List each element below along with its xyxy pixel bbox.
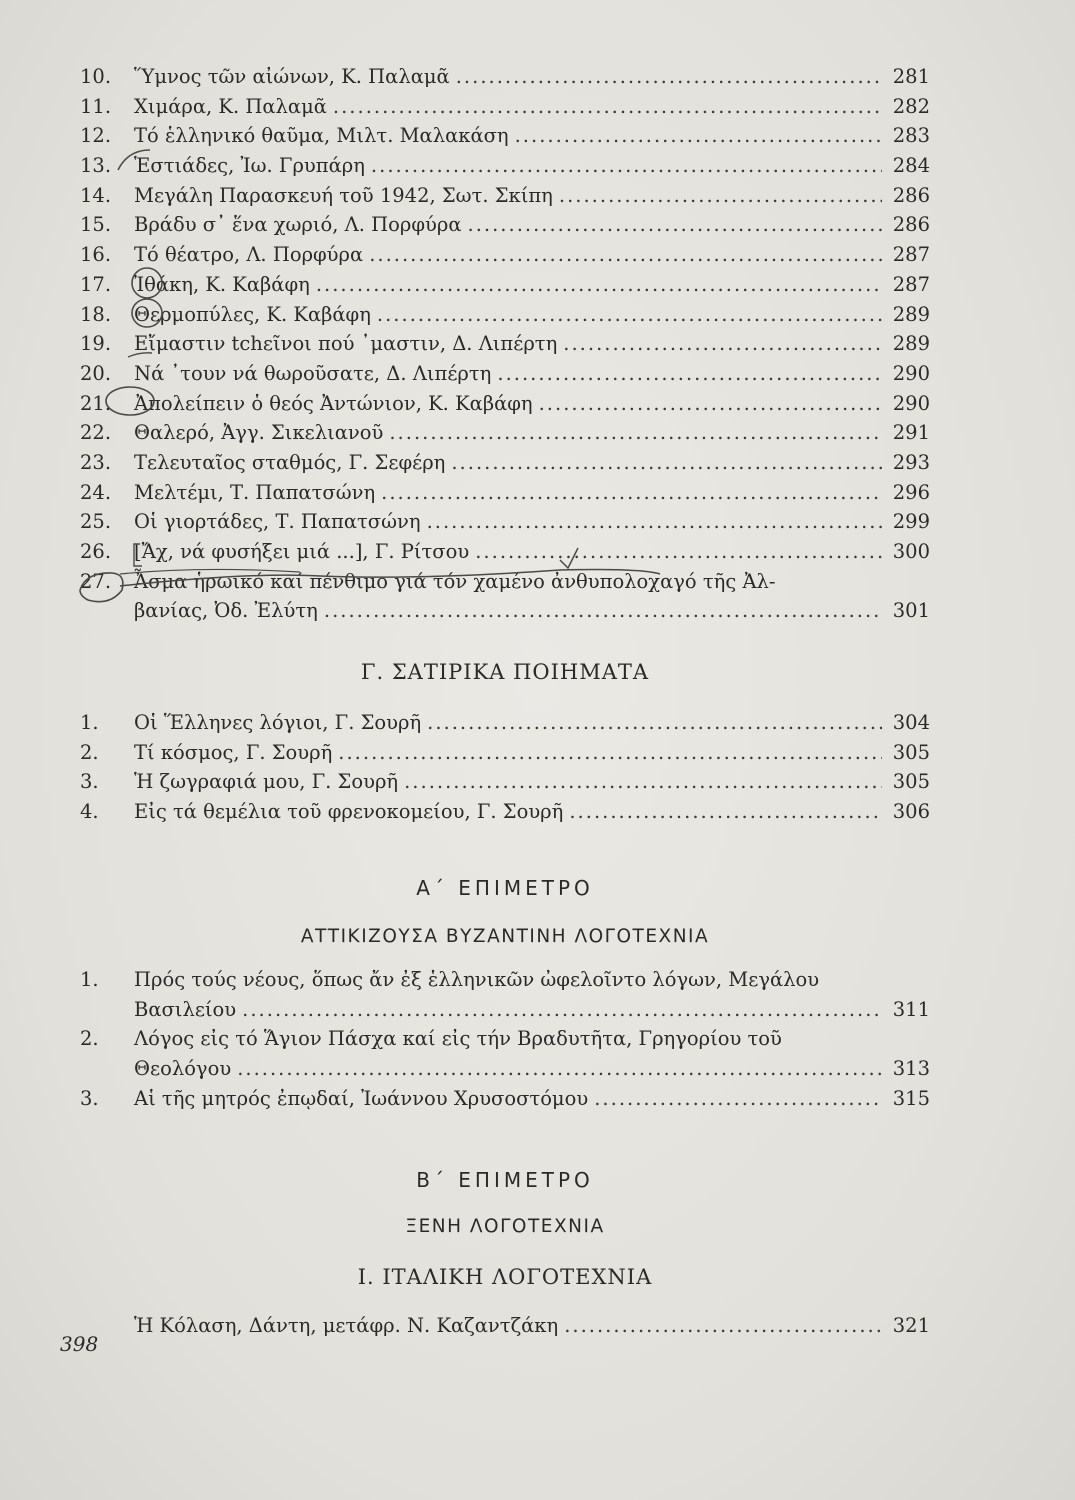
entry-page: 287 bbox=[892, 272, 930, 296]
entry-title: Λόγος εἰς τό Ἅγιον Πάσχα καί εἰς τήν Βραδυτῆτα, Γρηγορίου τοῦ bbox=[134, 1027, 782, 1051]
entry-title: Τό ἑλληνικό θαῦμα, Μιλτ. Μαλακάση bbox=[134, 124, 509, 148]
toc-entry bbox=[80, 270, 930, 300]
entry-title: Νά ᾽τουν νά θωροῦσατε, Δ. Λιπέρτη bbox=[134, 361, 492, 385]
entry-number: 15. bbox=[80, 213, 112, 237]
toc-list-poems bbox=[80, 62, 930, 626]
appendix-a-subheading: ΑΤΤΙΚΙΖΟΥΣΑ ΒΥΖΑΝΤΙΝΗ ΛΟΓΟΤΕΧΝΙΑ bbox=[300, 926, 710, 947]
entry-title: Τελευταῖος σταθμός, Γ. Σεφέρη bbox=[134, 450, 446, 474]
leader-dots bbox=[371, 151, 882, 181]
entry-page: 315 bbox=[892, 1086, 930, 1110]
toc-entry bbox=[80, 708, 930, 738]
entry-page: 289 bbox=[892, 302, 930, 326]
entry-page: 283 bbox=[892, 124, 930, 148]
entry-page: 282 bbox=[892, 94, 930, 118]
entry-title: Θαλερό, Ἀγγ. Σικελιανοῦ bbox=[134, 421, 384, 445]
entry-number: 1. bbox=[80, 968, 99, 991]
entry-number: 14. bbox=[80, 183, 112, 207]
entry-page: 305 bbox=[892, 740, 930, 764]
entry-title: Εἴμαστιν tchεῖνοι πού ᾽μαστιν, Δ. Λιπέρτη bbox=[134, 332, 558, 356]
toc-entry bbox=[80, 151, 930, 181]
entry-number: 23. bbox=[80, 450, 112, 474]
entry-title-continued: βανίας, Ὀδ. Ἐλύτη bbox=[134, 599, 318, 623]
entry-page: 296 bbox=[892, 480, 930, 504]
entry-title: Χιμάρα, Κ. Παλαμᾶ bbox=[134, 94, 327, 118]
leader-dots bbox=[559, 181, 882, 211]
entry-title: Ἀπολείπειν ὁ θεός Ἀντώνιον, Κ. Καβάφη bbox=[134, 391, 533, 415]
appendix-b-subheading: ΞΕΝΗ ΛΟΓΟΤΕΧΝΙΑ bbox=[405, 1216, 605, 1237]
entry-page: 313 bbox=[892, 1057, 930, 1081]
entry-number: 27. bbox=[80, 569, 112, 593]
entry-number: 24. bbox=[80, 480, 112, 504]
leader-dots bbox=[456, 62, 882, 92]
entry-title: Μεγάλη Παρασκευή τοῦ 1942, Σωτ. Σκίπη bbox=[134, 183, 553, 207]
leader-dots bbox=[427, 708, 882, 738]
toc-entry bbox=[80, 738, 930, 768]
entry-number: 10. bbox=[80, 65, 112, 88]
entry-number: 3. bbox=[80, 770, 99, 794]
entry-page: 299 bbox=[892, 510, 930, 534]
entry-number: 18. bbox=[80, 302, 112, 326]
entry-title-continued: Θεολόγου bbox=[134, 1057, 232, 1081]
toc-entry bbox=[134, 1311, 930, 1341]
entry-number: 3. bbox=[80, 1086, 99, 1110]
entry-page: 321 bbox=[892, 1314, 930, 1337]
leader-dots bbox=[475, 537, 882, 567]
entry-page: 293 bbox=[892, 450, 930, 474]
entry-number: 1. bbox=[80, 711, 99, 734]
entry-page: 291 bbox=[892, 421, 930, 445]
toc-entry bbox=[80, 329, 930, 359]
entry-page: 300 bbox=[892, 540, 930, 563]
entry-number: 2. bbox=[80, 1027, 99, 1051]
toc-entry-line-1 bbox=[80, 567, 930, 597]
leader-dots bbox=[451, 448, 882, 478]
entry-number: 22. bbox=[80, 421, 112, 445]
italian-literature-heading: Ι. ΙΤΑΛΙΚΗ ΛΟΓΟΤΕΧΝΙΑ bbox=[357, 1265, 653, 1289]
leader-dots bbox=[377, 300, 882, 330]
toc-entry bbox=[80, 359, 930, 389]
entry-title: Βράδυ σ᾽ ἕνα χωριό, Λ. Πορφύρα bbox=[134, 213, 462, 237]
entry-number: 16. bbox=[80, 243, 112, 267]
entry-title: Ἰθάκη, Κ. Καβάφη bbox=[134, 272, 310, 296]
entry-title: [Ἄχ, νά φυσήξει μιά ...], Γ. Ρίτσου bbox=[134, 540, 470, 563]
entry-title: Ἡ Κόλαση, Δάντη, μετάφρ. Ν. Καζαντζάκη bbox=[134, 1314, 559, 1337]
leader-dots bbox=[389, 418, 882, 448]
toc-list-italian bbox=[134, 1311, 930, 1341]
toc-entry bbox=[80, 797, 930, 827]
leader-dots bbox=[468, 210, 883, 240]
entry-number: 11. bbox=[80, 94, 112, 118]
entry-number: 13. bbox=[80, 154, 112, 178]
entry-page: 286 bbox=[892, 183, 930, 207]
leader-dots bbox=[563, 329, 882, 359]
toc-entry-line-2 bbox=[80, 1054, 930, 1084]
toc-entry bbox=[80, 507, 930, 537]
toc-entry bbox=[80, 448, 930, 478]
leader-dots bbox=[427, 507, 882, 537]
entry-page: 289 bbox=[892, 332, 930, 356]
leader-dots bbox=[539, 389, 882, 419]
appendix-b-heading: Β΄ ΕΠΙΜΕΤΡΟ bbox=[416, 1168, 594, 1192]
toc-entry-line-2 bbox=[80, 995, 930, 1025]
entry-number: 21. bbox=[80, 391, 112, 415]
entry-title: Εἰς τά θεμέλια τοῦ φρενοκομείου, Γ. Σουρῆ bbox=[134, 800, 564, 824]
entry-page: 301 bbox=[892, 599, 930, 623]
leader-dots bbox=[564, 1311, 882, 1341]
toc-entry-line-2 bbox=[80, 596, 930, 626]
entry-title: Ὕμνος τῶν αἰώνων, Κ. Παλαμᾶ bbox=[134, 65, 450, 88]
toc-entry-line-1 bbox=[80, 965, 930, 995]
entry-number: 17. bbox=[80, 272, 112, 296]
entry-title: Τί κόσμος, Γ. Σουρῆ bbox=[134, 740, 333, 764]
leader-dots bbox=[237, 1054, 882, 1084]
entry-page: 290 bbox=[892, 391, 930, 415]
toc-entry bbox=[80, 92, 930, 122]
entry-page: 286 bbox=[892, 213, 930, 237]
leader-dots bbox=[594, 1084, 882, 1114]
entry-number: 12. bbox=[80, 124, 112, 148]
toc-entry bbox=[80, 1084, 930, 1114]
entry-number: 20. bbox=[80, 361, 112, 385]
entry-number: 25. bbox=[80, 510, 112, 534]
entry-title: Ἡ ζωγραφιά μου, Γ. Σουρῆ bbox=[134, 770, 399, 794]
entry-title: Θερμοπύλες, Κ. Καβάφη bbox=[134, 302, 371, 326]
entry-title: Οἱ γιορτάδες, Τ. Παπατσώνη bbox=[134, 510, 421, 534]
leader-dots bbox=[369, 240, 882, 270]
toc-entry bbox=[80, 181, 930, 211]
leader-dots bbox=[404, 767, 882, 797]
entry-title: Αἱ τῆς μητρός ἐπῳδαί, Ἰωάννου Χρυσοστόμου bbox=[134, 1086, 589, 1110]
toc-entry bbox=[80, 62, 930, 92]
section-heading-satirical: Γ. ΣΑΤΙΡΙΚΑ ΠΟΙΗΜΑΤΑ bbox=[360, 660, 650, 684]
leader-dots bbox=[515, 121, 882, 151]
leader-dots bbox=[381, 478, 882, 508]
toc-list-byzantine bbox=[80, 965, 930, 1113]
entry-number: 26. bbox=[80, 540, 112, 563]
toc-list-satirical bbox=[80, 708, 930, 827]
leader-dots bbox=[497, 359, 882, 389]
leader-dots bbox=[569, 797, 882, 827]
entry-number: 4. bbox=[80, 800, 99, 824]
toc-entry-line-1 bbox=[80, 1024, 930, 1054]
entry-title: Τό θέατρο, Λ. Πορφύρα bbox=[134, 243, 364, 267]
toc-entry bbox=[80, 478, 930, 508]
entry-number: 19. bbox=[80, 332, 112, 356]
entry-number: 2. bbox=[80, 740, 99, 764]
entry-page: 287 bbox=[892, 243, 930, 267]
toc-entry bbox=[80, 210, 930, 240]
toc-entry bbox=[80, 300, 930, 330]
toc-entry bbox=[80, 121, 930, 151]
entry-page: 284 bbox=[892, 154, 930, 178]
page-number: 398 bbox=[60, 1332, 99, 1356]
entry-title: Πρός τούς νέους, ὅπως ἄν ἐξ ἑλληνικῶν ὠφελοῖντο λόγων, Μεγάλου bbox=[134, 968, 820, 991]
entry-title: Ἆσμα ἡρωικό καί πένθιμο γιά τόν χαμένο ἀνθυπολοχαγό τῆς Ἀλ- bbox=[134, 569, 776, 593]
leader-dots bbox=[333, 92, 882, 122]
entry-title: Μελτέμι, Τ. Παπατσώνη bbox=[134, 480, 376, 504]
toc-entry bbox=[80, 240, 930, 270]
entry-title: Ἑστιάδες, Ἰω. Γρυπάρη bbox=[134, 154, 365, 178]
entry-page: 281 bbox=[892, 65, 930, 88]
appendix-a-heading: Α΄ ΕΠΙΜΕΤΡΟ bbox=[416, 876, 594, 900]
toc-entry bbox=[80, 418, 930, 448]
leader-dots bbox=[338, 738, 882, 768]
entry-page: 306 bbox=[892, 800, 930, 824]
leader-dots bbox=[316, 270, 882, 300]
leader-dots bbox=[242, 995, 882, 1025]
toc-entry bbox=[80, 537, 930, 567]
entry-title: Οἱ Ἕλληνες λόγιοι, Γ. Σουρῆ bbox=[134, 711, 422, 734]
entry-title-continued: Βασιλείου bbox=[134, 997, 237, 1021]
toc-entry bbox=[80, 389, 930, 419]
entry-page: 311 bbox=[892, 997, 930, 1021]
entry-page: 290 bbox=[892, 361, 930, 385]
toc-entry bbox=[80, 767, 930, 797]
entry-page: 305 bbox=[892, 770, 930, 794]
entry-page: 304 bbox=[892, 711, 930, 734]
leader-dots bbox=[324, 596, 882, 626]
